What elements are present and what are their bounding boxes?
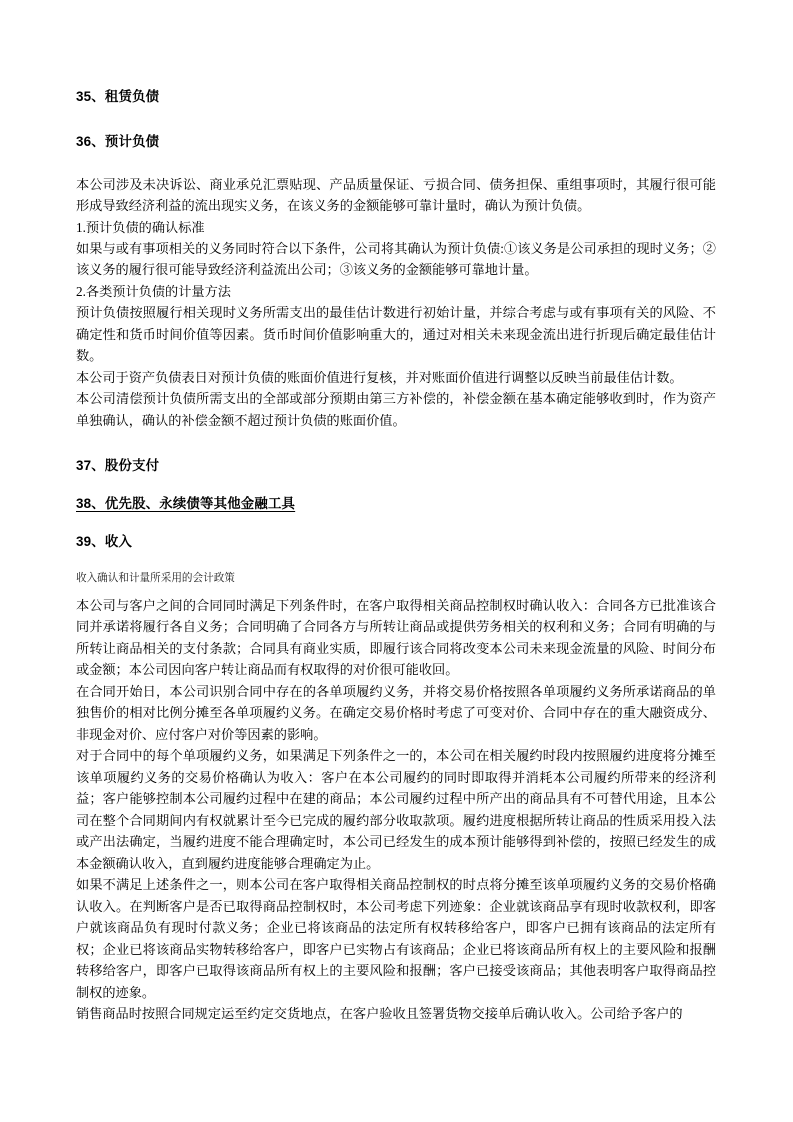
spacer	[76, 107, 716, 133]
spacer	[76, 431, 716, 457]
paragraph: 如果不满足上述条件之一，则本公司在客户取得相关商品控制权的时点将分摊至该单项履约义务的交易价格确认收入。在判断客户是否已取得商品控制权时，本公司考虑下列迹象：企业就该商品享有现时收款权利，即客户就该商品负有现时付款义务；企业已将该商品的法定所有权转移给客户，即客户已拥有该商品的法定所有权；企业已将该商品实物转移给客户，即客户已实物占有该商品；企业已将该商品所有权上的主要风险和报酬转移给客户，即客户已取得该商品所有权上的主要风险和报酬；客户已接受该商品；其他表明客户取得商品控制权的迹象。	[76, 877, 716, 1000]
spacer	[76, 552, 716, 571]
paragraph: 对于合同中的每个单项履约义务，如果满足下列条件之一的，本公司在相关履约时段内按照履约进度将分摊至该单项履约义务的交易价格确认为收入：客户在本公司履约的同时即取得并消耗本公司履约所带来的经济利益；客户能够控制本公司履约过程中在建的商品；本公司履约过程中所产出的商品具有不可替代用途，且本公司在整个合同期间内有权就累计至今已完成的履约部分收取款项。履约进度根据所转让商品的性质采用投入法或产出法确定，当履约进度不能合理确定时，本公司已经发生的成本预计能够得到补偿的，按照已经发生的成本金额确认收入，直到履约进度能够合理确定为止。	[76, 748, 716, 871]
spacer	[76, 514, 716, 533]
section-heading-39: 39、收入	[76, 533, 133, 549]
accounting-policy-note: 收入确认和计量所采用的会计政策	[76, 571, 235, 584]
paragraph: 1.预计负债的确认标准	[76, 219, 205, 235]
spacer	[76, 152, 716, 174]
section-heading-35: 35、租赁负债	[76, 89, 160, 104]
section-heading-36: 36、预计负债	[76, 133, 160, 149]
document-body	[76, 88, 716, 1025]
paragraph: 预计负债按照履行相关现时义务所需支出的最佳估计数进行初始计量，并综合考虑与或有事项有关的风险、不确定性和货币时间价值等因素。货币时间价值影响重大的，通过对相关未来现金流出进行折现后确定最佳估计数。	[76, 305, 716, 364]
paragraph: 本公司与客户之间的合同同时满足下列条件时，在客户取得相关商品控制权时确认收入：合同各方已批准该合同并承诺将履行各自义务；合同明确了合同各方与所转让商品或提供劳务相关的权利和义务；合同有明确的与所转让商品相关的支付条款；合同具有商业实质，即履行该合同将改变本公司未来现金流量的风险、时间分布或金额；本公司因向客户转让商品而有权取得的对价很可能收回。	[76, 597, 716, 678]
paragraph: 在合同开始日，本公司识别合同中存在的各单项履约义务，并将交易价格按照各单项履约义务所承诺商品的单独售价的相对比例分摊至各单项履约义务。在确定交易价格时考虑了可变对价、合同中存在的重大融资成分、非现金对价、应付客户对价等因素的影响。	[76, 683, 716, 742]
paragraph: 销售商品时按照合同规定运至约定交货地点，在客户验收且签署货物交接单后确认收入。公司给予客户的	[76, 1006, 683, 1022]
spacer	[76, 587, 716, 595]
paragraph: 如果与或有事项相关的义务同时符合以下条件，公司将其确认为预计负债:①该义务是公司承担的现时义务；②该义务的履行很可能导致经济利益流出公司；③该义务的金额能够可靠地计量。	[76, 240, 716, 278]
section-heading-37: 37、股份支付	[76, 458, 160, 474]
paragraph: 本公司清偿预计负债所需支出的全部或部分预期由第三方补偿的，补偿金额在基本确定能够收到时，作为资产单独确认，确认的补偿金额不超过预计负债的账面价值。	[76, 391, 716, 428]
section-heading-38: 38、优先股、永续债等其他金融工具	[76, 496, 296, 512]
paragraph: 本公司于资产负债表日对预计负债的账面价值进行复核，并对账面价值进行调整以反映当前最佳估计数。	[76, 369, 683, 385]
paragraph: 本公司涉及未决诉讼、商业承兑汇票贴现、产品质量保证、亏损合同、债务担保、重组事项时，其履行很可能形成导致经济利益的流出现实义务，在该义务的金额能够可靠计量时，确认为预计负债。	[76, 176, 716, 214]
paragraph: 2.各类预计负债的计量方法	[76, 283, 231, 299]
spacer	[76, 476, 716, 495]
